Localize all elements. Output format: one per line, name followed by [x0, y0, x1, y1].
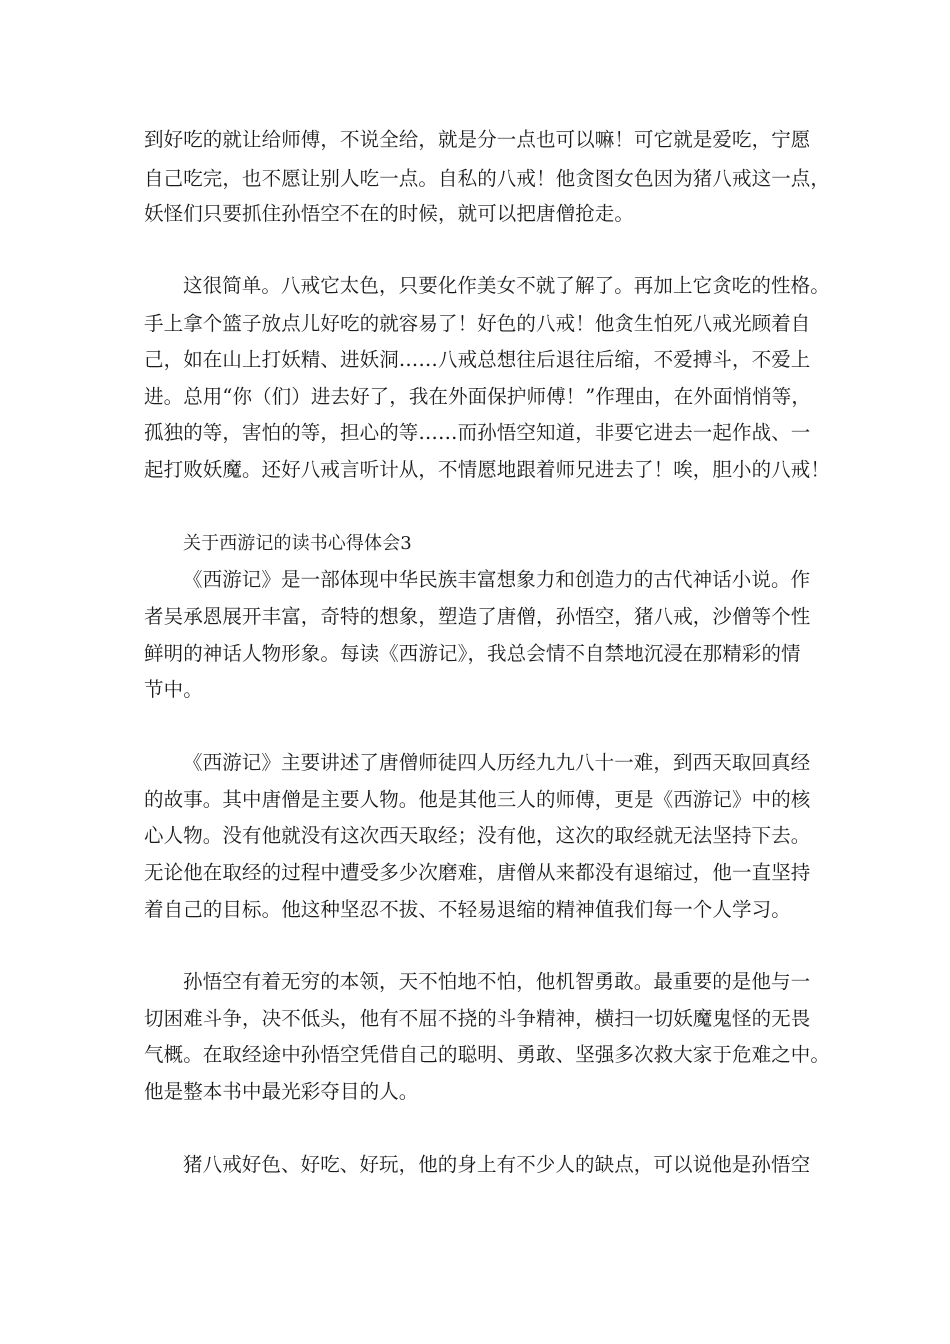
paragraph-line: 气概。在取经途中孙悟空凭借自己的聪明、勇敢、坚强多次救大家于危难之中。: [144, 1043, 831, 1066]
paragraph-line: 《西游记》是一部体现中华民族丰富想象力和创造力的古代神话小说。作: [183, 568, 811, 591]
paragraph-line: 节中。: [144, 678, 203, 701]
paragraph-line: 到好吃的就让给师傅，不说全给，就是分一点也可以嘛！可它就是爱吃，宁愿: [144, 128, 811, 151]
paragraph-line: 切困难斗争，决不低头，他有不屈不挠的斗争精神，横扫一切妖魔鬼怪的无畏: [144, 1007, 811, 1030]
paragraph-line: 自己吃完，也不愿让别人吃一点。自私的八戒！他贪图女色因为猪八戒这一点，: [144, 167, 831, 190]
paragraph-line: 《西游记》主要讲述了唐僧师徒四人历经九九八十一难，到西天取回真经: [183, 751, 811, 774]
paragraph-line: 着自己的目标。他这种坚忍不拔、不轻易退缩的精神值我们每一个人学习。: [144, 898, 791, 921]
section-heading: 关于西游记的读书心得体会3: [183, 533, 412, 554]
paragraph-line: 孙悟空有着无穷的本领，天不怕地不怕，他机智勇敢。最重要的是他与一: [183, 970, 811, 993]
paragraph-line: 手上拿个篮子放点儿好吃的就容易了！好色的八戒！他贪生怕死八戒光顾着自: [144, 312, 811, 335]
paragraph-line: 者吴承恩展开丰富，奇特的想象，塑造了唐僧，孙悟空，猪八戒，沙僧等个性: [144, 605, 811, 628]
paragraph-line: 这很简单。八戒它太色，只要化作美女不就了解了。再加上它贪吃的性格。: [183, 274, 830, 297]
paragraph-line: 进。总用“你（们）进去好了，我在外面保护师傅！”作理由，在外面悄悄等，: [144, 385, 811, 408]
paragraph-line: 孤独的等，害怕的等，担心的等……而孙悟空知道，非要它进去一起作战、一: [144, 421, 811, 444]
paragraph-line: 无论他在取经的过程中遭受多少次磨难，唐僧从来都没有退缩过，他一直坚持: [144, 861, 811, 884]
paragraph-line: 他是整本书中最光彩夺目的人。: [144, 1080, 419, 1103]
paragraph-line: 的故事。其中唐僧是主要人物。他是其他三人的师傅，更是《西游记》中的核: [144, 788, 811, 811]
paragraph-line: 妖怪们只要抓住孙悟空不在的时候，就可以把唐僧抢走。: [144, 202, 635, 225]
paragraph-line: 猪八戒好色、好吃、好玩，他的身上有不少人的缺点，可以说他是孙悟空: [183, 1153, 811, 1176]
paragraph-line: 起打败妖魔。还好八戒言听计从，不情愿地跟着师兄进去了！唉，胆小的八戒！: [144, 458, 831, 481]
paragraph-line: 心人物。没有他就没有这次西天取经；没有他，这次的取经就无法坚持下去。: [144, 824, 811, 847]
paragraph-line: 己，如在山上打妖精、进妖洞……八戒总想往后退往后缩，不爱搏斗，不爱上: [144, 348, 811, 371]
paragraph-line: 鲜明的神话人物形象。每读《西游记》，我总会情不自禁地沉浸在那精彩的情: [144, 642, 801, 665]
